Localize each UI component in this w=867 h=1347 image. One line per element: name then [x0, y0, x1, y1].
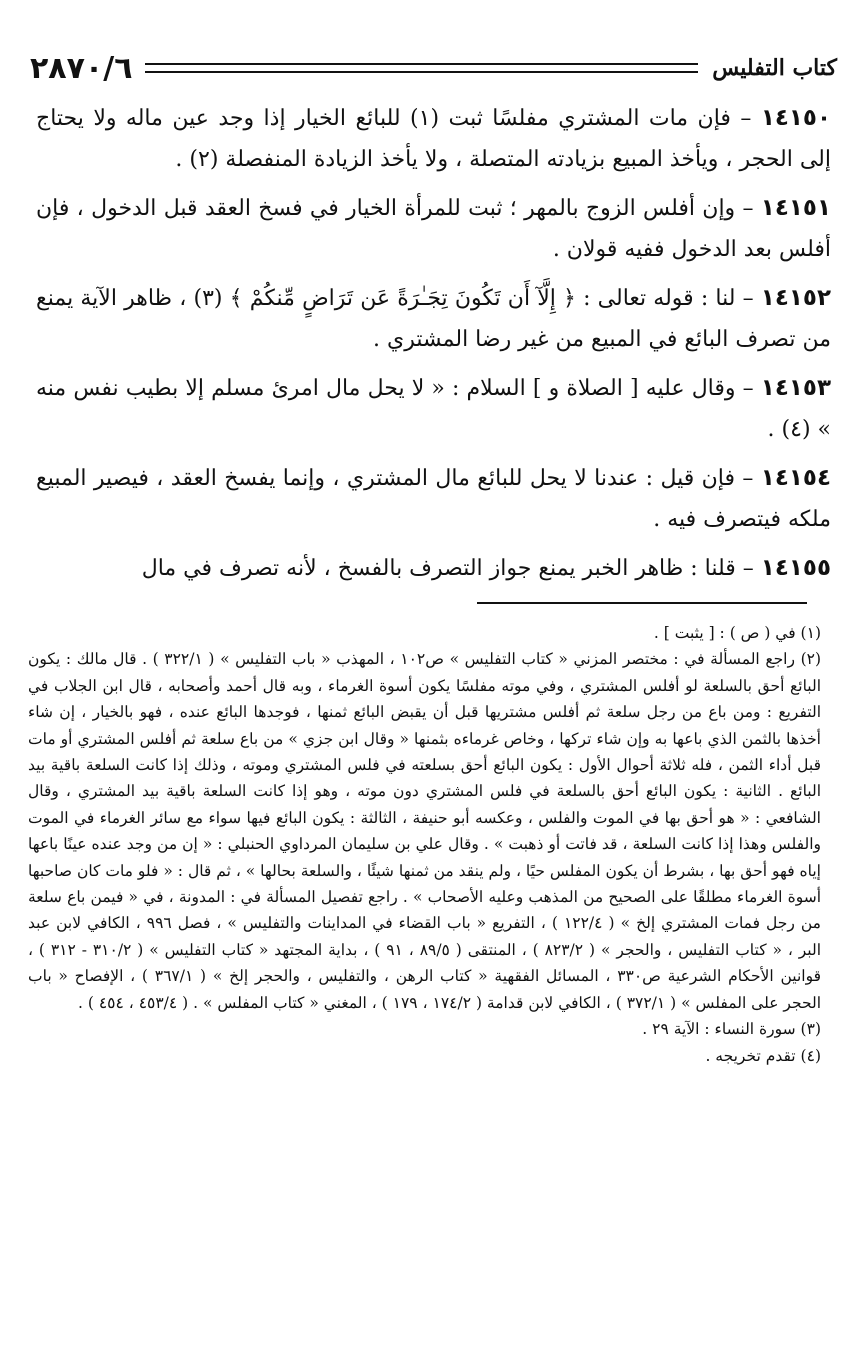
paragraph — [36, 458, 831, 540]
paragraph-text: – فإن مات المشتري مفلسًا ثبت (١) للبائع الخيار إذا وجد عين ماله ولا يحتاج إلى الحجر ، ويأخذ المبيع بزيادته المتصلة ، ولا يأخذ الزيادة المنفصلة (٢) . — [36, 106, 831, 172]
paragraph-number: ١٤١٥١ — [760, 195, 831, 221]
paragraph — [36, 188, 831, 270]
paragraph — [36, 98, 831, 180]
paragraph-text: – لنا : قوله تعالى : ﴿ إِلَّآ أَن تَكُونَ تِجَـٰرَةً عَن تَرَاضٍ مِّنكُمْ ﴾ (٣) ، ظاهر الآية يمنع من تصرف البائع في المبيع من غير رضا المشتري . — [36, 286, 831, 352]
footnote-separator — [477, 602, 807, 604]
footnote-2: (٢) راجع المسألة في : مختصر المزني « كتاب التفليس » ص١٠٢ ، المهذب « باب التفليس » ( ٣٢٢/١ ) . قال مالك : يكون البائع أحق بالسلعة لو أفلس المشتري ، وفي موته مفلسًا يكون أسوة الغرماء ، وبه قال أحمد وأصحابه ، قال ابن الجلاب في التفريع : ومن باع من رجل سلعة ثم أفلس مشتريها قبل أن يقبض البائع ثمنها ، فوجدها البائع عنده ، فهو بالخيار ، إن شاء أخذها بالثمن الذي باعها به وإن شاء تركها ، وخاص غرماءه بثمنها « وقال ابن جزي » من باع سلعة ثم أفلس المشتري أو مات قبل أداء الثمن ، فله ثلاثة أحوال الأول : يكون البائع أحق بسلعته في فلس المشتري وموته ، وذلك إذا كانت السلعة باقية بيد البائع . الثانية : يكون البائع أحق بالسلعة في فلس المشتري دون موته ، وهو إذا كانت السلعة باقية بيد المشتري ، وقال الشافعي : « هو أحق بها في الموت والفلس ، وعكسه أبو حنيفة ، الثالثة : يكون البائع فيها سواء مع سائر الغرماء في الموت والفلس وهذا إذا كانت السلعة ، قد فاتت أو ذهبت » . وقال علي بن سليمان المرداوي الحنبلي : « إن من وجد عنده عينًا باعها إياه فهو أحق بها ، بشرط أن يكون المفلس حيًا ، ولم ينقد من ثمنها شيئًا ، والسلعة بحالها » ، ثم قال : « فلو مات كان صاحبها أسوة الغرماء مطلقًا على الصحيح من المذهب وعليه الأصحاب » . راجع تفصيل المسألة في : المدونة ، في « فيمن باع سلعة من رجل فمات المشتري إلخ » ( ١٢٢/٤ ) ، التفريع « باب القضاء في المداينات والتفليس » ، فصل ٩٩٦ ، الكافي لابن عبد البر ، « كتاب التفليس ، والحجر » ( ٨٢٣/٢ ) ، المنتقى ( ٨٩/٥ ، ٩١ ) ، بداية المجتهد « كتاب التفليس » ( ٣١٠/٢ - ٣١٢ ) ، قوانين الأحكام الشرعية ص٣٣٠ ، المسائل الفقهية « كتاب الرهن ، والتفليس ، والحجر إلخ » ( ٣٦٧/١ ) ، الإفصاح « باب الحجر على المفلس » ( ٣٧٢/١ ) ، الكافي لابن قدامة ( ١٧٤/٢ ، ١٧٩ ) ، المغني « كتاب المفلس » . ( ٤٥٣/٤ ، ٤٥٤ ) . — [28, 650, 822, 1012]
page-number: ٢٨٧٠/٦ — [30, 50, 133, 86]
paragraph-number: ١٤١٥٣ — [760, 375, 831, 401]
paragraph — [36, 368, 831, 450]
paragraph-number: ١٤١٥٥ — [760, 555, 831, 581]
paragraph-number: ١٤١٥٢ — [760, 285, 831, 311]
chapter-title: كتاب التفليس — [712, 55, 837, 81]
paragraph — [36, 548, 831, 589]
main-text — [36, 98, 831, 597]
footnotes — [28, 620, 821, 1069]
paragraph-text: – وقال عليه [ الصلاة و ] السلام : « لا يحل مال امرئ مسلم إلا بطيب نفس منه » (٤) . — [36, 376, 831, 442]
paragraph-text: – قلنا : ظاهر الخبر يمنع جواز التصرف بالفسخ ، لأنه تصرف في مال — [141, 556, 761, 581]
paragraph-number: ١٤١٥٠ — [760, 105, 832, 131]
paragraph-text: – وإن أفلس الزوج بالمهر ؛ ثبت للمرأة الخيار في فسخ العقد قبل الدخول ، فإن أفلس بعد الدخول ففيه قولان . — [36, 196, 831, 262]
header-rule — [145, 63, 699, 73]
page-header — [30, 48, 837, 88]
paragraph — [36, 278, 831, 360]
footnote-1: (١) في ( ص ) : [ يثبت ] . — [653, 624, 821, 642]
footnote-3-row — [28, 1016, 821, 1042]
footnote-4: (٤) تقدم تخريجه . — [705, 1046, 821, 1065]
paragraph-text: – فإن قيل : عندنا لا يحل للبائع مال المشتري ، وإنما يفسخ العقد ، فيصير المبيع ملكه فيتصرف فيه . — [36, 466, 831, 532]
footnote-3: (٣) سورة النساء : الآية ٢٩ . — [642, 1020, 821, 1039]
paragraph-number: ١٤١٥٤ — [760, 465, 831, 491]
